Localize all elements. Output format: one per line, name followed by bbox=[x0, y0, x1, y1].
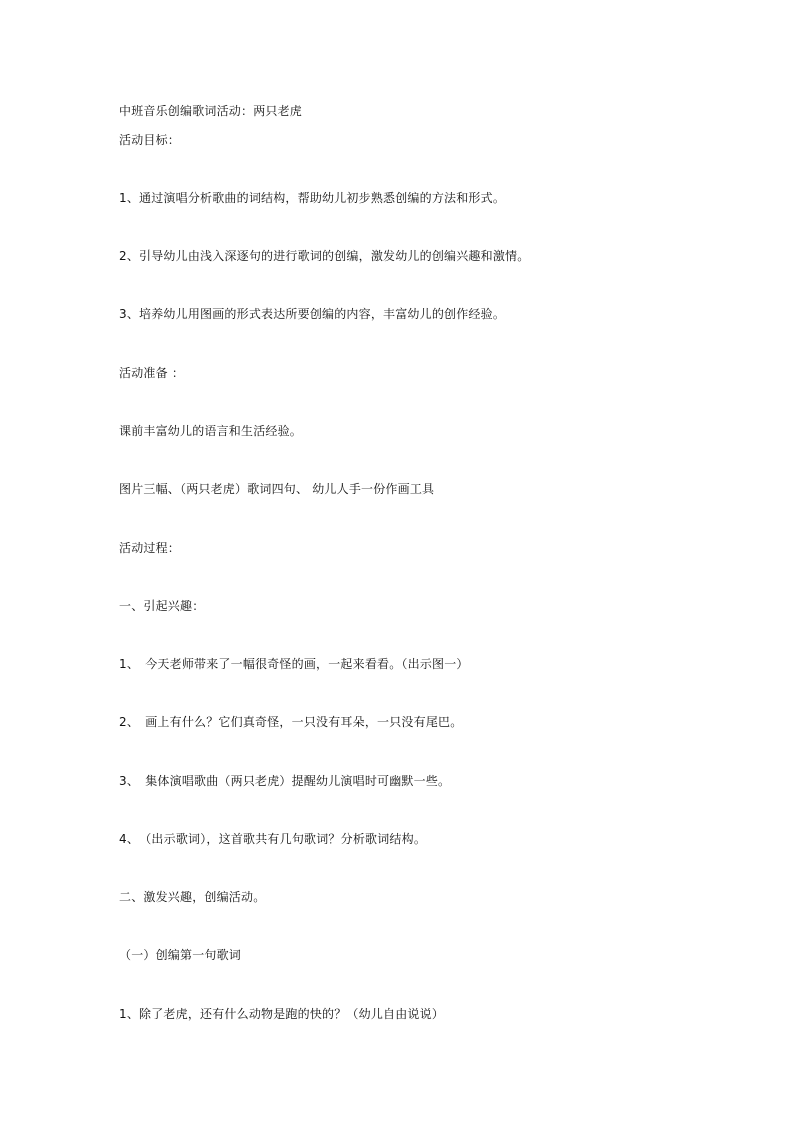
section-heading: 二、激发兴趣，创编活动。 bbox=[119, 890, 266, 904]
process-step: 4、 （出示歌词），这首歌共有几句歌词？分析歌词结构。 bbox=[119, 832, 427, 846]
preparation-item: 图片三幅、（两只老虎）歌词四句、 幼儿人手一份作画工具 bbox=[119, 482, 435, 496]
objective-item: 1、通过演唱分析歌曲的词结构，帮助幼儿初步熟悉创编的方法和形式。 bbox=[119, 191, 506, 205]
subsection-heading: （一）创编第一句歌词 bbox=[119, 948, 242, 962]
process-heading: 活动过程： bbox=[119, 541, 181, 555]
preparation-item: 课前丰富幼儿的语言和生活经验。 bbox=[119, 424, 303, 438]
objective-item: 3、培养幼儿用图画的形式表达所要创编的内容，丰富幼儿的创作经验。 bbox=[119, 307, 506, 321]
process-step: 1、 今天老师带来了一幅很奇怪的画，一起来看看。（出示图一） bbox=[119, 657, 469, 671]
objective-item: 2、引导幼儿由浅入深逐句的进行歌词的创编，激发幼儿的创编兴趣和激情。 bbox=[119, 249, 530, 263]
process-step: 3、 集体演唱歌曲（两只老虎）提醒幼儿演唱时可幽默一些。 bbox=[119, 774, 451, 788]
process-step: 2、 画上有什么？它们真奇怪，一只没有耳朵，一只没有尾巴。 bbox=[119, 715, 463, 729]
process-step: 1、除了老虎，还有什么动物是跑的快的？（幼儿自由说说） bbox=[119, 1007, 445, 1021]
document-title: 中班音乐创编歌词活动：两只老虎 bbox=[119, 104, 303, 118]
preparation-heading: 活动准备 ： bbox=[119, 366, 185, 380]
objectives-heading: 活动目标： bbox=[119, 133, 181, 147]
section-heading: 一、引起兴趣： bbox=[119, 599, 205, 613]
